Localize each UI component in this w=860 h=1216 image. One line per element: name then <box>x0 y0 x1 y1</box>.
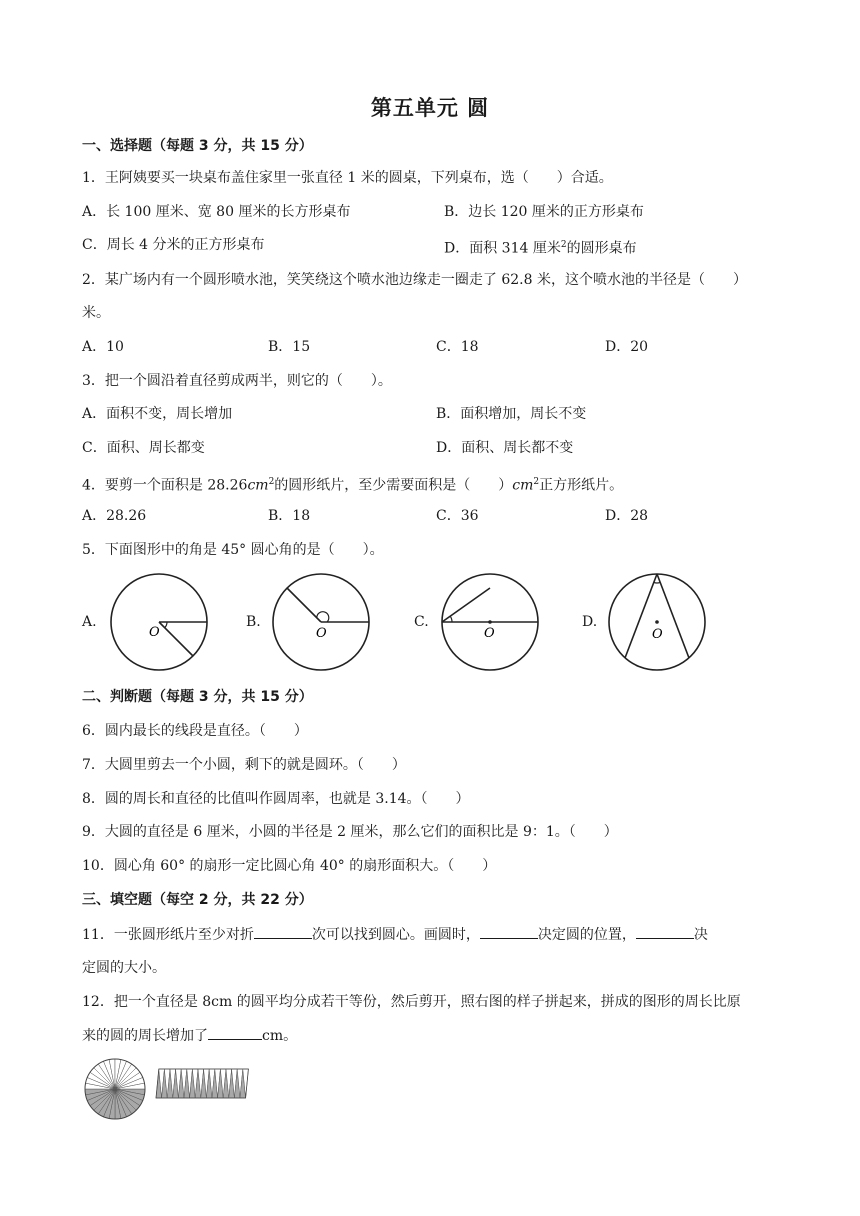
judge-item: 8．圆的周长和直径的比值叫作圆周率，也就是 3.14。（ ） <box>82 791 470 807</box>
circle-figure-d <box>607 572 717 672</box>
judge-item: 6．圆内最长的线段是直径。（ ） <box>82 723 308 739</box>
question-11-text: 决定圆的位置， <box>537 927 636 943</box>
figure-label-b: B. <box>246 614 261 630</box>
question-4-option-b: B．18 <box>268 508 311 524</box>
question-3-stem: 3．把一个圆沿着直径剪成两半，则它的（ ）。 <box>82 373 392 389</box>
section-heading-fill: 三、填空题（每空 2 分，共 22 分） <box>82 892 313 908</box>
question-11-text: 次可以找到圆心。画圆时， <box>311 927 480 943</box>
superscript-2: 2 <box>533 477 540 487</box>
circle-figure-c <box>440 572 550 672</box>
question-1-option-a: A．长 100 厘米、宽 80 厘米的长方形桌布 <box>82 204 351 220</box>
question-2-option-b: B．15 <box>268 339 311 355</box>
question-11-text: 决 <box>693 927 708 943</box>
question-1-option-b: B．边长 120 厘米的正方形桌布 <box>444 204 644 220</box>
superscript-2: 2 <box>268 477 275 487</box>
question-11-line1 <box>82 924 708 945</box>
section-heading-judge: 二、判断题（每题 3 分，共 15 分） <box>82 689 313 705</box>
question-2-stem-line2: 米。 <box>82 305 110 321</box>
figure-label-d: D. <box>582 614 598 630</box>
question-2-option-c: C．18 <box>436 339 479 355</box>
question-3-option-c: C．面积、周长都变 <box>82 440 205 456</box>
section-heading-choice: 一、选择题（每题 3 分，共 15 分） <box>82 138 313 154</box>
question-11-text: 11．一张圆形纸片至少对折 <box>82 927 254 943</box>
question-12-text: cm。 <box>262 1028 298 1044</box>
question-4-option-c: C．36 <box>436 508 479 524</box>
question-1-option-d <box>444 235 637 259</box>
question-4-stem <box>82 472 623 496</box>
rearranged-sectors-figure <box>152 1068 250 1100</box>
answer-blank[interactable] <box>254 924 312 939</box>
unit-cm: cm <box>247 477 269 494</box>
question-12-line1: 12．把一个直径是 8cm 的圆平均分成若干等份，然后剪开，照右图的样子拼起来，拼成的图形的周长比原 <box>82 994 741 1010</box>
question-3-option-b: B．面积增加，周长不变 <box>436 406 587 422</box>
answer-blank[interactable] <box>480 924 538 939</box>
center-label: O <box>149 625 160 640</box>
question-4-stem-mid: 的圆形纸片，至少需要面积是（ ） <box>274 477 513 494</box>
question-5-stem: 5．下面图形中的角是 45° 圆心角的是（ ）。 <box>82 542 384 558</box>
judge-item: 9．大圆的直径是 6 厘米，小圆的半径是 2 厘米，那么它们的面积比是 9：1。（ ） <box>82 824 618 840</box>
center-label: O <box>316 626 327 641</box>
unit-cm: cm <box>512 477 534 494</box>
question-1-option-c: C．周长 4 分米的正方形桌布 <box>82 237 265 253</box>
question-4-stem-end: 正方形纸片。 <box>539 477 624 494</box>
question-4-stem-text: 4．要剪一个面积是 28.26 <box>82 477 248 494</box>
question-2-option-d: D．20 <box>605 339 649 355</box>
question-12-text: 来的圆的周长增加了 <box>82 1028 208 1044</box>
question-1-option-d-text: D．面积 314 厘米 <box>444 240 561 257</box>
answer-blank[interactable] <box>208 1025 262 1040</box>
question-3-option-d: D．面积、周长都不变 <box>436 440 574 456</box>
superscript-2: 2 <box>560 240 567 250</box>
question-12-line2 <box>82 1025 297 1046</box>
judge-item: 7．大圆里剪去一个小圆，剩下的就是圆环。（ ） <box>82 757 406 773</box>
question-11-line2: 定圆的大小。 <box>82 960 166 976</box>
question-1-stem: 1．王阿姨要买一块桌布盖住家里一张直径 1 米的圆桌，下列桌布，选（ ）合适。 <box>82 170 613 186</box>
question-2-stem-line1: 2．某广场内有一个圆形喷水池，笑笑绕这个喷水池边缘走一圈走了 62.8 米，这个喷水池的半径是（ ） <box>82 272 747 288</box>
figure-label-a: A. <box>82 614 97 630</box>
question-2-option-a: A．10 <box>82 339 124 355</box>
center-label: O <box>652 627 663 642</box>
center-label: O <box>484 626 495 641</box>
circle-figure-b <box>271 572 381 672</box>
question-1-option-d-suffix: 的圆形桌布 <box>566 240 637 257</box>
circle-figure-a <box>106 572 216 672</box>
answer-blank[interactable] <box>636 924 694 939</box>
page-title: 第五单元 圆 <box>370 96 490 120</box>
question-4-option-a: A．28.26 <box>82 508 147 524</box>
divided-circle-figure <box>84 1058 146 1120</box>
question-3-option-a: A．面积不变，周长增加 <box>82 406 233 422</box>
question-4-option-d: D．28 <box>605 508 649 524</box>
figure-label-c: C. <box>414 614 429 630</box>
judge-item: 10．圆心角 60° 的扇形一定比圆心角 40° 的扇形面积大。（ ） <box>82 858 497 874</box>
